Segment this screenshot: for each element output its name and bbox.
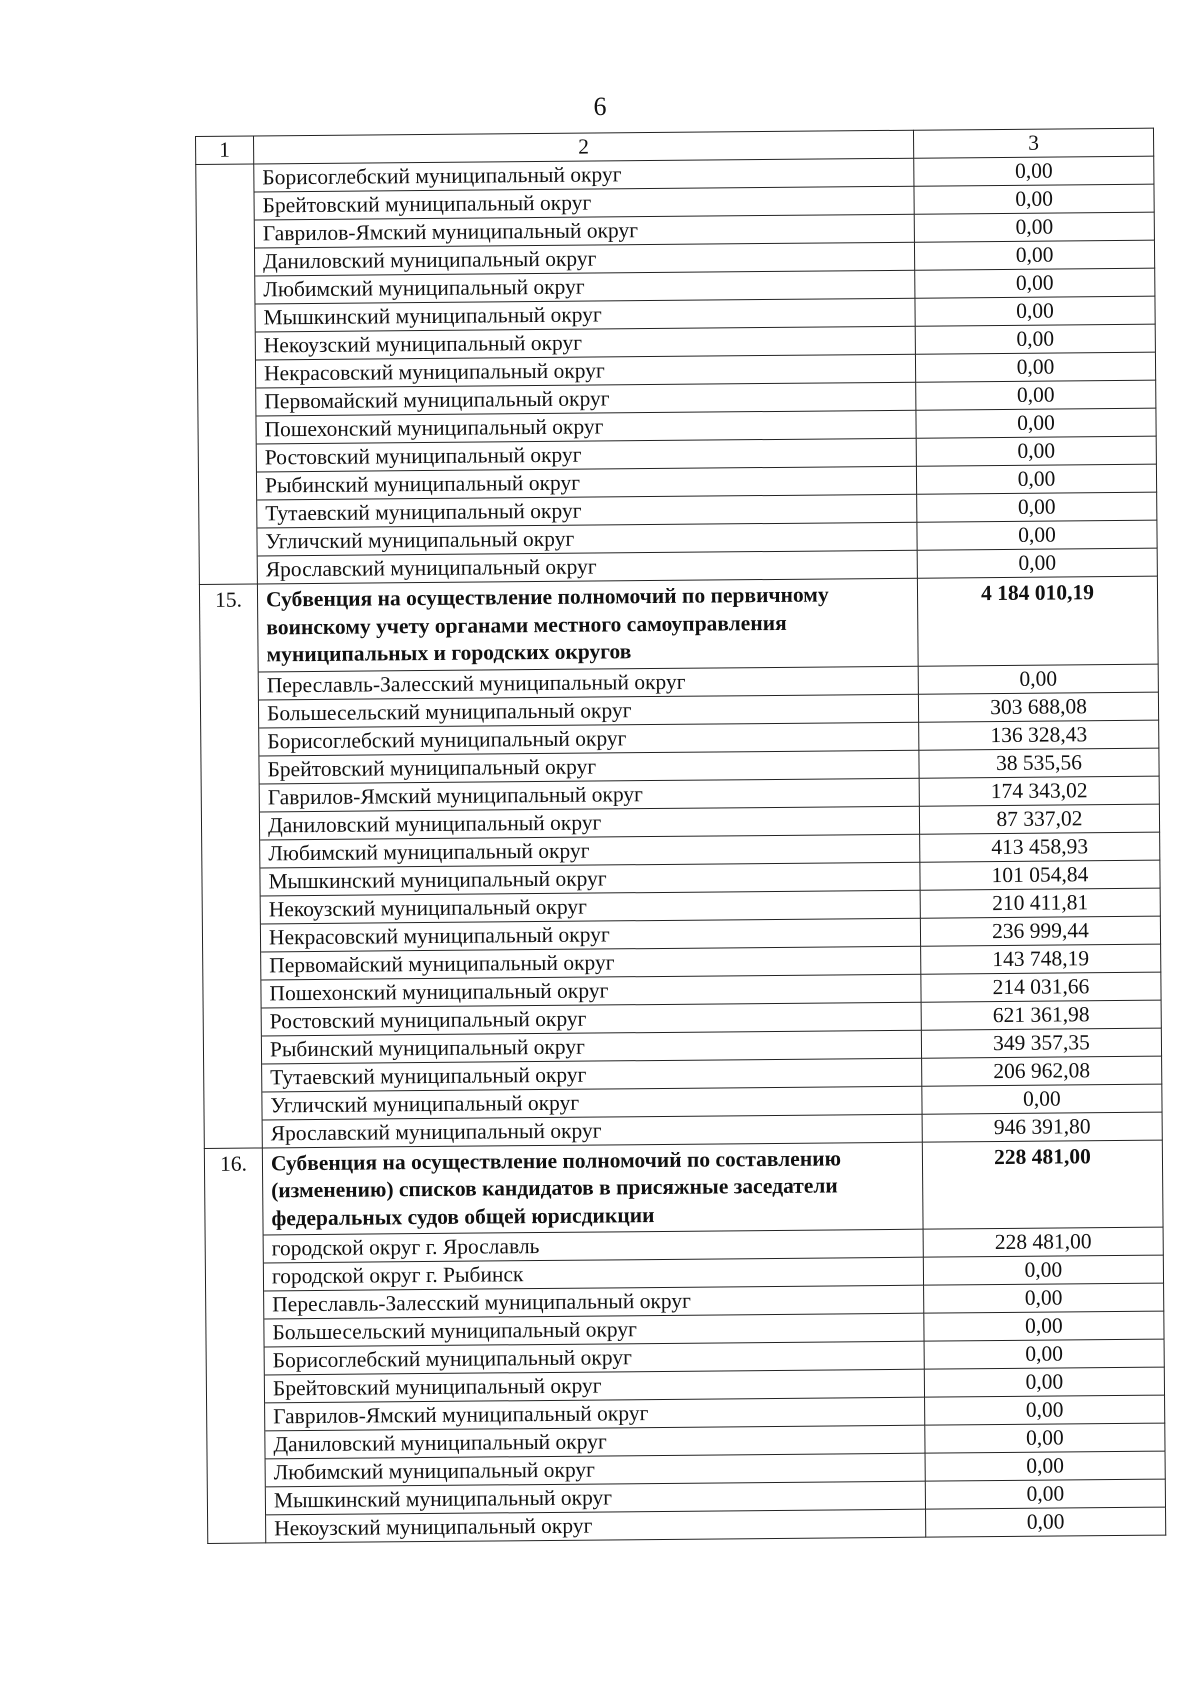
index-cell — [202, 867, 260, 896]
district-name: Мышкинский муниципальный округ — [260, 862, 920, 896]
district-name: Некоузский муниципальный округ — [266, 1509, 926, 1543]
index-cell — [201, 755, 259, 784]
index-cell — [207, 1487, 265, 1516]
index-cell — [203, 1007, 261, 1036]
index-cell — [197, 332, 255, 361]
section-header-row — [199, 576, 1158, 672]
index-cell — [196, 248, 254, 277]
district-name: Тутаевский муниципальный округ — [262, 1058, 922, 1092]
amount: 101 054,84 — [920, 860, 1160, 890]
amount: 0,00 — [925, 1479, 1165, 1509]
index-cell — [202, 923, 260, 952]
index-cell — [198, 388, 256, 417]
page-number: 6 — [593, 92, 607, 121]
district-name: Переславль-Залесский муниципальный округ — [264, 1285, 924, 1319]
amount: 0,00 — [924, 1367, 1164, 1397]
district-name: Пошехонский муниципальный округ — [261, 974, 921, 1008]
amount: 0,00 — [922, 1084, 1162, 1114]
district-name: Любимский муниципальный округ — [255, 270, 915, 304]
index-cell — [197, 304, 255, 333]
index-cell — [203, 951, 261, 980]
district-name: Любимский муниципальный округ — [265, 1453, 925, 1487]
district-name: Гаврилов-Ямский муниципальный округ — [259, 778, 919, 812]
index-cell — [196, 192, 254, 221]
amount: 0,00 — [914, 240, 1154, 270]
index-cell — [207, 1431, 265, 1460]
amount: 206 962,08 — [922, 1056, 1162, 1086]
amount: 174 343,02 — [919, 776, 1159, 806]
amount: 0,00 — [926, 1507, 1166, 1537]
index-cell — [203, 1035, 261, 1064]
district-name: Ярославский муниципальный округ — [262, 1114, 922, 1148]
district-name: Ярославский муниципальный округ — [257, 550, 917, 584]
section-number: 15. — [199, 584, 258, 672]
district-name: Гаврилов-Ямский муниципальный округ — [254, 214, 914, 248]
table-body — [196, 128, 1166, 1543]
amount: 0,00 — [925, 1395, 1165, 1425]
index-cell — [196, 220, 254, 249]
index-cell — [202, 839, 260, 868]
index-cell — [199, 528, 257, 557]
section-number: 16. — [204, 1147, 263, 1235]
district-name: Угличский муниципальный округ — [257, 522, 917, 556]
index-cell — [206, 1291, 264, 1320]
district-name: Даниловский муниципальный округ — [254, 242, 914, 276]
amount: 0,00 — [917, 492, 1157, 522]
amount: 946 391,80 — [922, 1112, 1162, 1142]
amount: 210 411,81 — [920, 888, 1160, 918]
amount: 303 688,08 — [918, 692, 1158, 722]
amount: 621 361,98 — [921, 1000, 1161, 1030]
index-cell — [208, 1515, 266, 1544]
amount: 349 357,35 — [921, 1028, 1161, 1058]
section-header-row — [204, 1140, 1163, 1236]
district-name: Некоузский муниципальный округ — [255, 326, 915, 360]
amount: 0,00 — [917, 520, 1157, 550]
index-cell — [204, 1119, 262, 1148]
header-col-1: 1 — [196, 136, 254, 165]
district-name: Пошехонский муниципальный округ — [256, 410, 916, 444]
index-cell — [202, 895, 260, 924]
amount: 0,00 — [916, 464, 1156, 494]
amount: 0,00 — [914, 184, 1154, 214]
amount: 214 031,66 — [921, 972, 1161, 1002]
amount: 0,00 — [915, 296, 1155, 326]
amount: 0,00 — [916, 380, 1156, 410]
section-title: Субвенция на осуществление полномочий по первичному воинскому учету органами местного самоуправления муниципальных и городских округов — [257, 578, 918, 671]
amount: 143 748,19 — [921, 944, 1161, 974]
index-cell — [199, 556, 257, 585]
district-name: Даниловский муниципальный округ — [265, 1425, 925, 1459]
amount: 0,00 — [925, 1423, 1165, 1453]
amount: 0,00 — [914, 156, 1154, 186]
amount: 0,00 — [918, 664, 1158, 694]
header-col-3: 3 — [913, 128, 1153, 158]
index-cell — [198, 444, 256, 473]
district-name: Некрасовский муниципальный округ — [260, 918, 920, 952]
district-name: Ростовский муниципальный округ — [256, 438, 916, 472]
amount: 87 337,02 — [919, 804, 1159, 834]
subvention-table — [195, 128, 1166, 1544]
section-total: 4 184 010,19 — [917, 576, 1158, 666]
index-cell — [199, 500, 257, 529]
amount: 0,00 — [916, 436, 1156, 466]
section-title: Субвенция на осуществление полномочий по составлению (изменению) списков кандидатов в присяжные заседатели федеральных судов общей юрисдикции — [262, 1142, 923, 1235]
amount: 0,00 — [924, 1283, 1164, 1313]
amount: 38 535,56 — [919, 748, 1159, 778]
index-cell — [201, 811, 259, 840]
district-name: Рыбинский муниципальный округ — [256, 466, 916, 500]
district-name: Брейтовский муниципальный округ — [264, 1369, 924, 1403]
index-cell — [206, 1347, 264, 1376]
index-cell — [200, 671, 258, 700]
amount: 236 999,44 — [920, 916, 1160, 946]
table-container — [195, 128, 1165, 1544]
district-name: Борисоглебский муниципальный округ — [264, 1341, 924, 1375]
index-cell — [198, 472, 256, 501]
amount: 136 328,43 — [919, 720, 1159, 750]
district-name: Некрасовский муниципальный округ — [255, 354, 915, 388]
section-total: 228 481,00 — [922, 1140, 1163, 1230]
district-name: Борисоглебский муниципальный округ — [259, 722, 919, 756]
amount: 0,00 — [915, 324, 1155, 354]
district-name: Брейтовский муниципальный округ — [259, 750, 919, 784]
index-cell — [204, 1063, 262, 1092]
index-cell — [196, 164, 254, 193]
amount: 0,00 — [924, 1339, 1164, 1369]
index-cell — [198, 416, 256, 445]
amount: 0,00 — [923, 1255, 1163, 1285]
index-cell — [197, 360, 255, 389]
amount: 413 458,93 — [920, 832, 1160, 862]
index-cell — [201, 783, 259, 812]
district-name: Большесельский муниципальный округ — [258, 694, 918, 728]
index-cell — [197, 276, 255, 305]
amount: 0,00 — [917, 548, 1157, 578]
district-name: Мышкинский муниципальный округ — [255, 298, 915, 332]
district-name: Мышкинский муниципальный округ — [265, 1481, 925, 1515]
district-name: городской округ г. Ярославль — [263, 1229, 923, 1263]
district-name: Ростовский муниципальный округ — [261, 1002, 921, 1036]
district-name: Даниловский муниципальный округ — [259, 806, 919, 840]
district-name: Любимский муниципальный округ — [260, 834, 920, 868]
district-name: Брейтовский муниципальный округ — [254, 186, 914, 220]
amount: 0,00 — [915, 268, 1155, 298]
district-name: Рыбинский муниципальный округ — [261, 1030, 921, 1064]
amount: 0,00 — [925, 1451, 1165, 1481]
index-cell — [205, 1235, 263, 1264]
district-name: Некоузский муниципальный округ — [260, 890, 920, 924]
amount: 0,00 — [916, 408, 1156, 438]
amount: 0,00 — [924, 1311, 1164, 1341]
amount: 228 481,00 — [923, 1227, 1163, 1257]
index-cell — [206, 1375, 264, 1404]
index-cell — [203, 979, 261, 1008]
district-name: Переславль-Залесский муниципальный округ — [258, 666, 918, 700]
district-name: Большесельский муниципальный округ — [264, 1313, 924, 1347]
index-cell — [205, 1263, 263, 1292]
district-name: городской округ г. Рыбинск — [263, 1257, 923, 1291]
index-cell — [207, 1459, 265, 1488]
index-cell — [207, 1403, 265, 1432]
index-cell — [204, 1091, 262, 1120]
district-name: Первомайский муниципальный округ — [261, 946, 921, 980]
district-name: Тутаевский муниципальный округ — [257, 494, 917, 528]
index-cell — [200, 699, 258, 728]
district-name: Гаврилов-Ямский муниципальный округ — [265, 1397, 925, 1431]
amount: 0,00 — [915, 352, 1155, 382]
index-cell — [206, 1319, 264, 1348]
index-cell — [201, 727, 259, 756]
district-name: Угличский муниципальный округ — [262, 1086, 922, 1120]
district-name: Первомайский муниципальный округ — [256, 382, 916, 416]
amount: 0,00 — [914, 212, 1154, 242]
district-name: Борисоглебский муниципальный округ — [254, 158, 914, 192]
header-col-2: 2 — [254, 130, 914, 164]
